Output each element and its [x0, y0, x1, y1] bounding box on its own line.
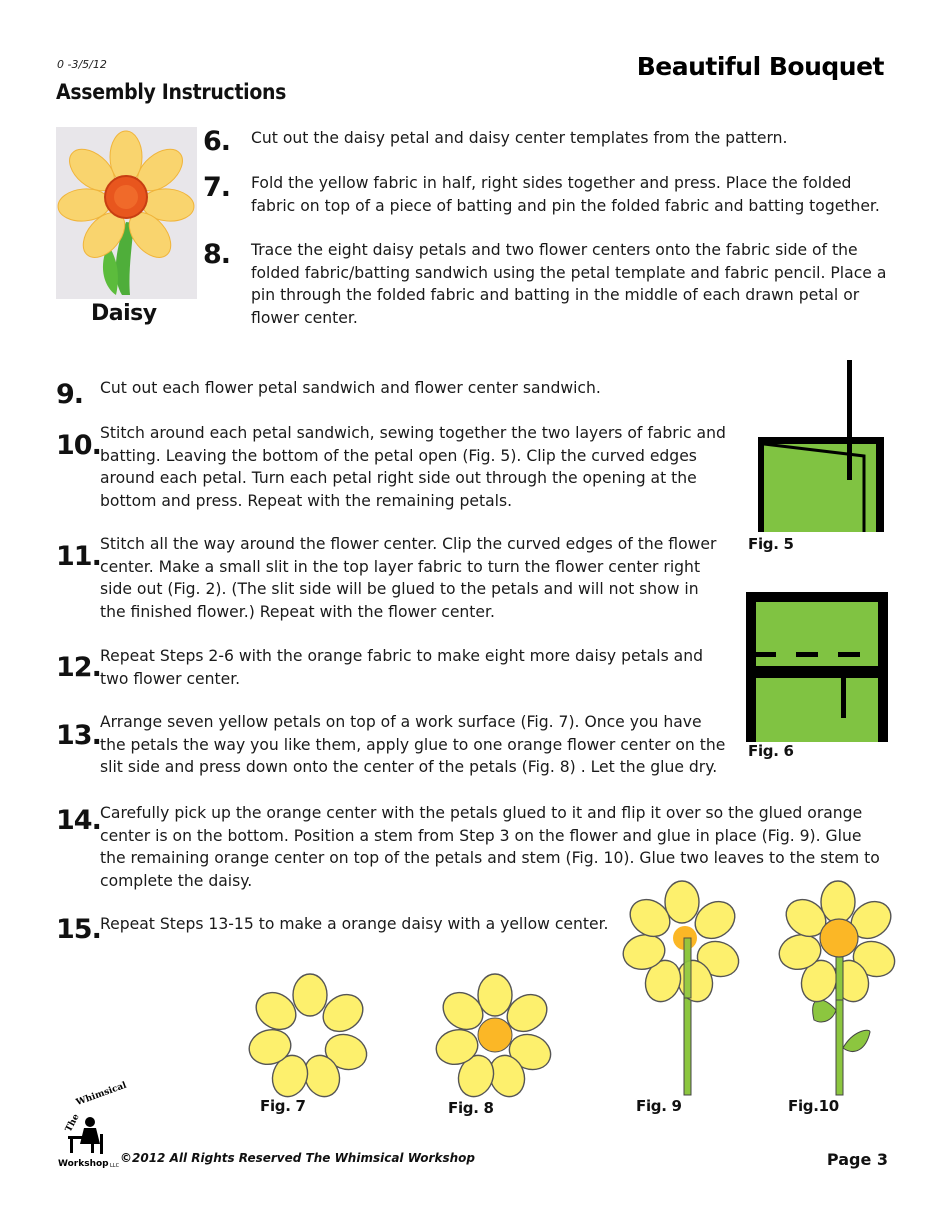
fig8-label: Fig. 8: [448, 1099, 494, 1117]
svg-text:The: The: [63, 1112, 82, 1134]
step-text: Trace the eight daisy petals and two flower centers onto the fabric side of the folded fabric/batting sandwich using the petal template and fabric pencil. Place a pin through the folded fabric and batting in the middle of each drawn petal or flower center.: [251, 241, 887, 327]
step-text: Repeat Steps 13-15 to make a orange daisy with a yellow center.: [100, 915, 609, 933]
fig10-diagram: [778, 880, 896, 1095]
fig6-diagram: [746, 592, 888, 742]
step-number: 11.: [56, 541, 101, 572]
step-text: Cut out each flower petal sandwich and flower center sandwich.: [100, 379, 601, 397]
daisy-photo: [56, 127, 197, 299]
step-number: 14.: [56, 805, 101, 836]
svg-text:Workshop: Workshop: [58, 1159, 109, 1169]
fig9-diagram: [625, 880, 743, 1095]
fig8-diagram: [438, 973, 552, 1095]
step-text: Cut out the daisy petal and daisy center templates from the pattern.: [251, 129, 788, 147]
version-date: 0 -3/5/12: [57, 58, 107, 71]
photo-caption: Daisy: [91, 301, 157, 326]
fig10-label: Fig.10: [788, 1097, 839, 1115]
fig9-label: Fig. 9: [636, 1097, 682, 1115]
document-title: Beautiful Bouquet: [636, 52, 884, 81]
copyright: ©2012 All Rights Reserved The Whimsical Workshop: [120, 1151, 475, 1165]
step-number: 6.: [203, 126, 231, 157]
step-number: 15.: [56, 914, 101, 945]
step-number: 12.: [56, 652, 101, 683]
whimsical-workshop-logo: [56, 1080, 128, 1172]
svg-text:LLC: LLC: [110, 1163, 120, 1169]
step-number: 13.: [56, 720, 101, 751]
step-number: 8.: [203, 239, 231, 270]
fig7-diagram: [250, 973, 370, 1095]
step-text: Carefully pick up the orange center with the petals glued to it and flip it over so the glued orange center is on the bottom. Position a stem from Step 3 on the flower and glue in place (Fig. 9). Glue the remaining orange center on top of the petals and stem (Fig. 10). Glue two leaves to the stem to complete the daisy.: [100, 804, 880, 890]
step-text: Arrange seven yellow petals on top of a work surface (Fig. 7). Once you have the petals the way you like them, apply glue to one orange flower center on the slit side and press down onto the center of the petals (Fig. 8) . Let the glue dry.: [100, 713, 726, 776]
section-title: Assembly Instructions: [56, 80, 287, 104]
daisy-photo-image: [56, 127, 197, 299]
step-text: Stitch around each petal sandwich, sewing together the two layers of fabric and batting. Leaving the bottom of the petal open (Fig. 5). Clip the curved edges around each petal. Turn each petal right side out through the opening at the bottom and press. Repeat with the remaining petals.: [100, 424, 726, 510]
svg-text:Whimsical: Whimsical: [74, 1080, 128, 1109]
fig7-label: Fig. 7: [260, 1097, 306, 1115]
fig6-label: Fig. 6: [748, 742, 794, 760]
step-number: 9.: [56, 379, 84, 410]
step-number: 7.: [203, 172, 231, 203]
fig5-label: Fig. 5: [748, 535, 794, 553]
step-text: Fold the yellow fabric in half, right sides together and press. Place the folded fabric on top of a piece of batting and pin the folded fabric and batting together.: [251, 174, 880, 215]
step-text: Repeat Steps 2-6 with the orange fabric to make eight more daisy petals and two flower center.: [100, 647, 704, 688]
step-number: 10.: [56, 430, 101, 461]
page-number: Page 3: [826, 1150, 888, 1169]
step-text: Stitch all the way around the flower center. Clip the curved edges of the flower center. Make a small slit in the top layer fabric to turn the flower center right side out (Fig. 2). (The slit side will be glued to the petals and will not show in the finished flower.) Repeat with the flower center.: [100, 535, 717, 621]
fig5-diagram: [754, 360, 888, 532]
